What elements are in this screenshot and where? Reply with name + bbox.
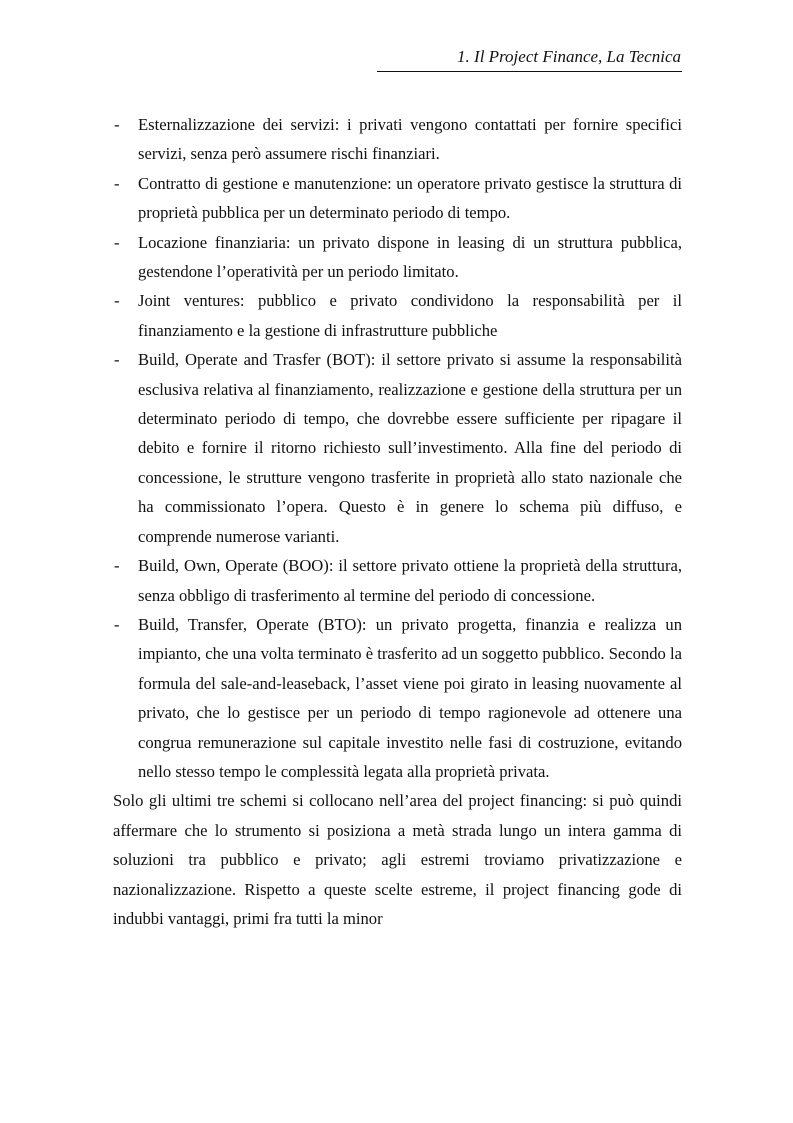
page-body (113, 110, 682, 933)
list-item (113, 610, 682, 786)
header-rule (377, 71, 682, 72)
list-dash: - (114, 115, 120, 134)
list-item-text: Build, Operate and Trasfer (BOT): il settore privato si assume la responsabilità esclusiva relativa al finanziamento, realizzazione e gestione della struttura per un determinato periodo di tempo, che dovrebbe essere sufficiente per ripagare il debito e fornire il ritorno richiesto sull’investimento. Alla fine del periodo di concessione, le strutture vengono trasferite in proprietà allo stato nazionale che ha commissionato l’opera. Questo è in genere lo schema più diffuso, e comprende numerose varianti. (138, 350, 682, 546)
list-item (113, 228, 682, 287)
list-dash: - (114, 232, 120, 252)
list-item (113, 286, 682, 345)
list-item-text: Build, Transfer, Operate (BTO): un privato progetta, finanzia e realizza un impianto, che una volta terminato è trasferito ad un soggetto pubblico. Secondo la formula del sale-and-leaseback, l’asset viene poi girato in leasing nuovamente al privato, che lo gestisce per un periodo di tempo ragionevole ad ottenere una congrua remunerazione sul capitale investito nelle fasi di costruzione, evitando nello stesso tempo le complessità legata alla proprietà privata. (138, 614, 682, 781)
list-dash: - (114, 350, 120, 370)
list-dash: - (114, 614, 120, 634)
list-dash: - (114, 556, 120, 576)
list-item-text: Joint ventures: pubblico e privato condividono la responsabilità per il finanziamento e la gestione di infrastrutture pubbliche (138, 291, 682, 340)
list-dash: - (114, 173, 120, 193)
running-header: 1. Il Project Finance, La Tecnica (457, 47, 681, 66)
list-item-text: Locazione finanziaria: un privato dispone in leasing di un struttura pubblica, gestendone l’operatività per un periodo limitato. (138, 232, 682, 282)
list-item-text: Contratto di gestione e manutenzione: un operatore privato gestisce la struttura di proprietà pubblica per un determinato periodo di tempo. (138, 173, 682, 223)
list-item (113, 345, 682, 551)
scheme-list (113, 110, 682, 786)
list-item-text: Build, Own, Operate (BOO): il settore privato ottiene la proprietà della struttura, senza obbligo di trasferimento al termine del periodo di concessione. (138, 556, 682, 605)
list-dash: - (114, 291, 120, 311)
list-item (113, 169, 682, 228)
list-item (113, 551, 682, 610)
list-item-text: Esternalizzazione dei servizi: i privati vengono contattati per fornire specifici servizi, senza però assumere rischi finanziari. (138, 115, 682, 164)
body-paragraph: Solo gli ultimi tre schemi si collocano nell’area del project financing: si può quindi affermare che lo strumento si posiziona a metà strada lungo un intera gamma di soluzioni tra pubblico e privato; agli estremi troviamo privatizzazione e nazionalizzazione. Rispetto a queste scelte estreme, il project financing gode di indubbi vantaggi, primi fra tutti la minor (113, 791, 682, 928)
list-item (113, 110, 682, 169)
